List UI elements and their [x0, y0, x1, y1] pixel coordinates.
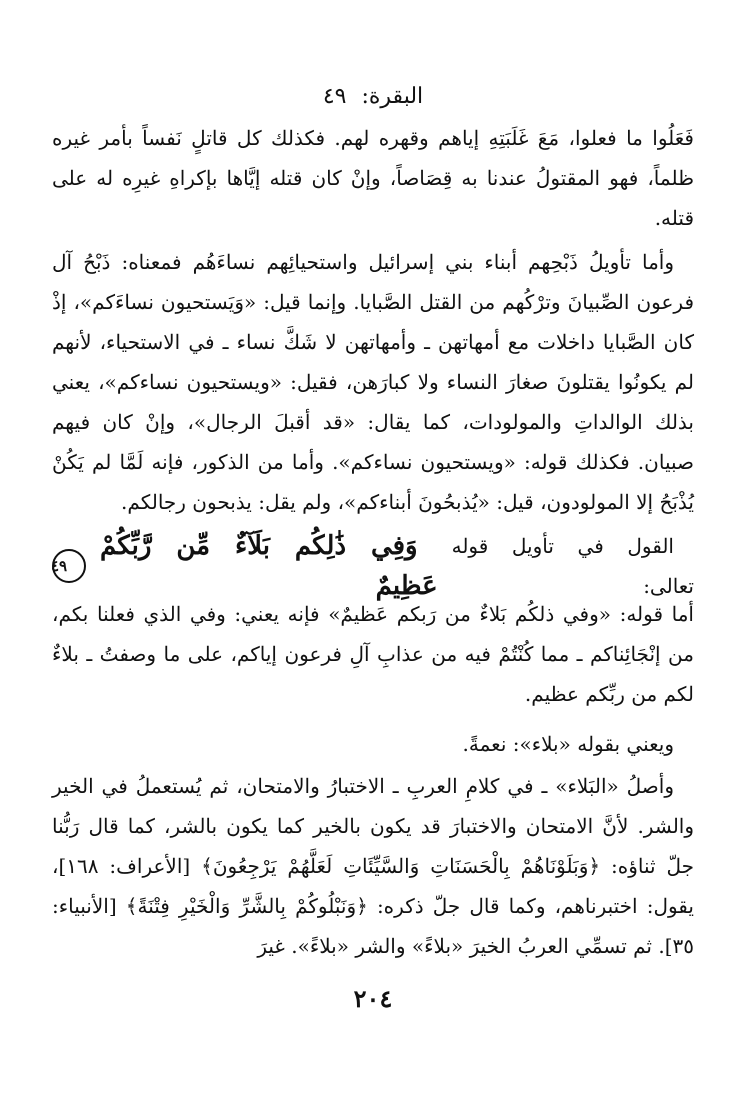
verse-number: ٤٩ [322, 84, 347, 109]
paragraph-2-text: وأما تأويلُ ذَبْحِهم أبناء بني إسرائيل واستحيائِهم نساءَهُم فمعناه: ذَبْحُ آل فرعون الصِّبيانَ وترْكُهم من القتل الصَّبايا. وإنما قيل: «وَيَستحيون نساءَكم»، إذْ كان الصَّبايا داخلات مع أمهاتهن ـ وأمهاتهن لا شَكَّ نساء ـ في الاستحياء، لأنهم لم يكونُوا يقتلونَ صغارَ النساء ولا كبارَهن، فقيل: «ويستحيون نساءكم»، يعني بذلك الوالداتِ والمولودات، كما يقال: «قد أقبلَ الرجال»، وإنْ كان فيهم صبيان. فكذلك قوله: «ويستحيون نساءكم». وأما من الذكور، فإنه لَمَّا لم يَكُنْ يُذْبَحُ إلا المولودون، قيل: «يُذبحُونَ أبناءكم»، ولم يقل: يذبحون رجالكم. [52, 250, 694, 514]
paragraph-4-text: أما قوله: «وفي ذلكُم بَلاءٌ من رَبكم عَظيمٌ» فإنه يعني: وفي الذي فعلنا بكم، من إنْجَائِناكم ـ مما كُنْتُمْ فيه من عذابِ آلِ فرعون إياكم، على ما وصفتُ ـ بلاءٌ لكم من ربِّكم عظيم. [52, 602, 694, 706]
paragraph-6-text: وأصلُ «البَلاء» ـ في كلامِ العربِ ـ الاختبارُ والامتحان، ثم يُستعملُ في الخير والشر. لأنَّ الامتحان والاختبارَ قد يكون بالخير كما يكون بالشر، كما قال رَبُّنا جلّ ثناؤه: ﴿وَبَلَوْنَاهُمْ بِالْحَسَنَاتِ وَالسَّيِّئَاتِ لَعَلَّهُمْ يَرْجِعُونَ﴾ [الأعراف: ١٦٨]، يقول: اختبرناهم، وكما قال جلّ ذكره: ﴿وَنَبْلُوكُمْ بِالشَّرِّ وَالْخَيْرِ فِتْنَةً﴾ [الأنبياء: ٣٥]. ثم تسمِّي العربُ الخيرَ «بلاءً» والشر «بلاءً». غيرَ [52, 774, 694, 958]
surah-name: البقرة: [361, 84, 424, 109]
paragraph-4 [52, 594, 694, 714]
paragraph-5-text: ويعني بقوله «بلاء»: نعمةً. [462, 732, 674, 756]
paragraph-2 [52, 242, 694, 522]
paragraph-5 [52, 724, 694, 764]
paragraph-6 [52, 766, 694, 966]
ayah-number-icon: ٤٩ [52, 549, 86, 583]
paragraph-1 [52, 118, 694, 238]
running-header [0, 84, 746, 109]
paragraph-1-text: فَعَلُوا ما فعلوا، مَعَ غَلَبَتِهِ إياهم وقهره لهم. فكذلك كل قاتلٍ نَفساً بأمر غيره ظلماً، فهو المقتولُ عندنا به قِصَاصاً، وإنْ كان قتله إيَّاها بإكراهِ غيرِه له على قتله. [52, 126, 694, 230]
verse-heading-intro: القول في تأويل قوله تعالى: [451, 534, 694, 598]
page-number: ٢٠٤ [353, 984, 393, 1013]
quran-verse: وَفِي ذَٰلِكُم بَلَآءٌ مِّن رَّبِّكُمْ عَظِيمٌ [100, 531, 438, 601]
